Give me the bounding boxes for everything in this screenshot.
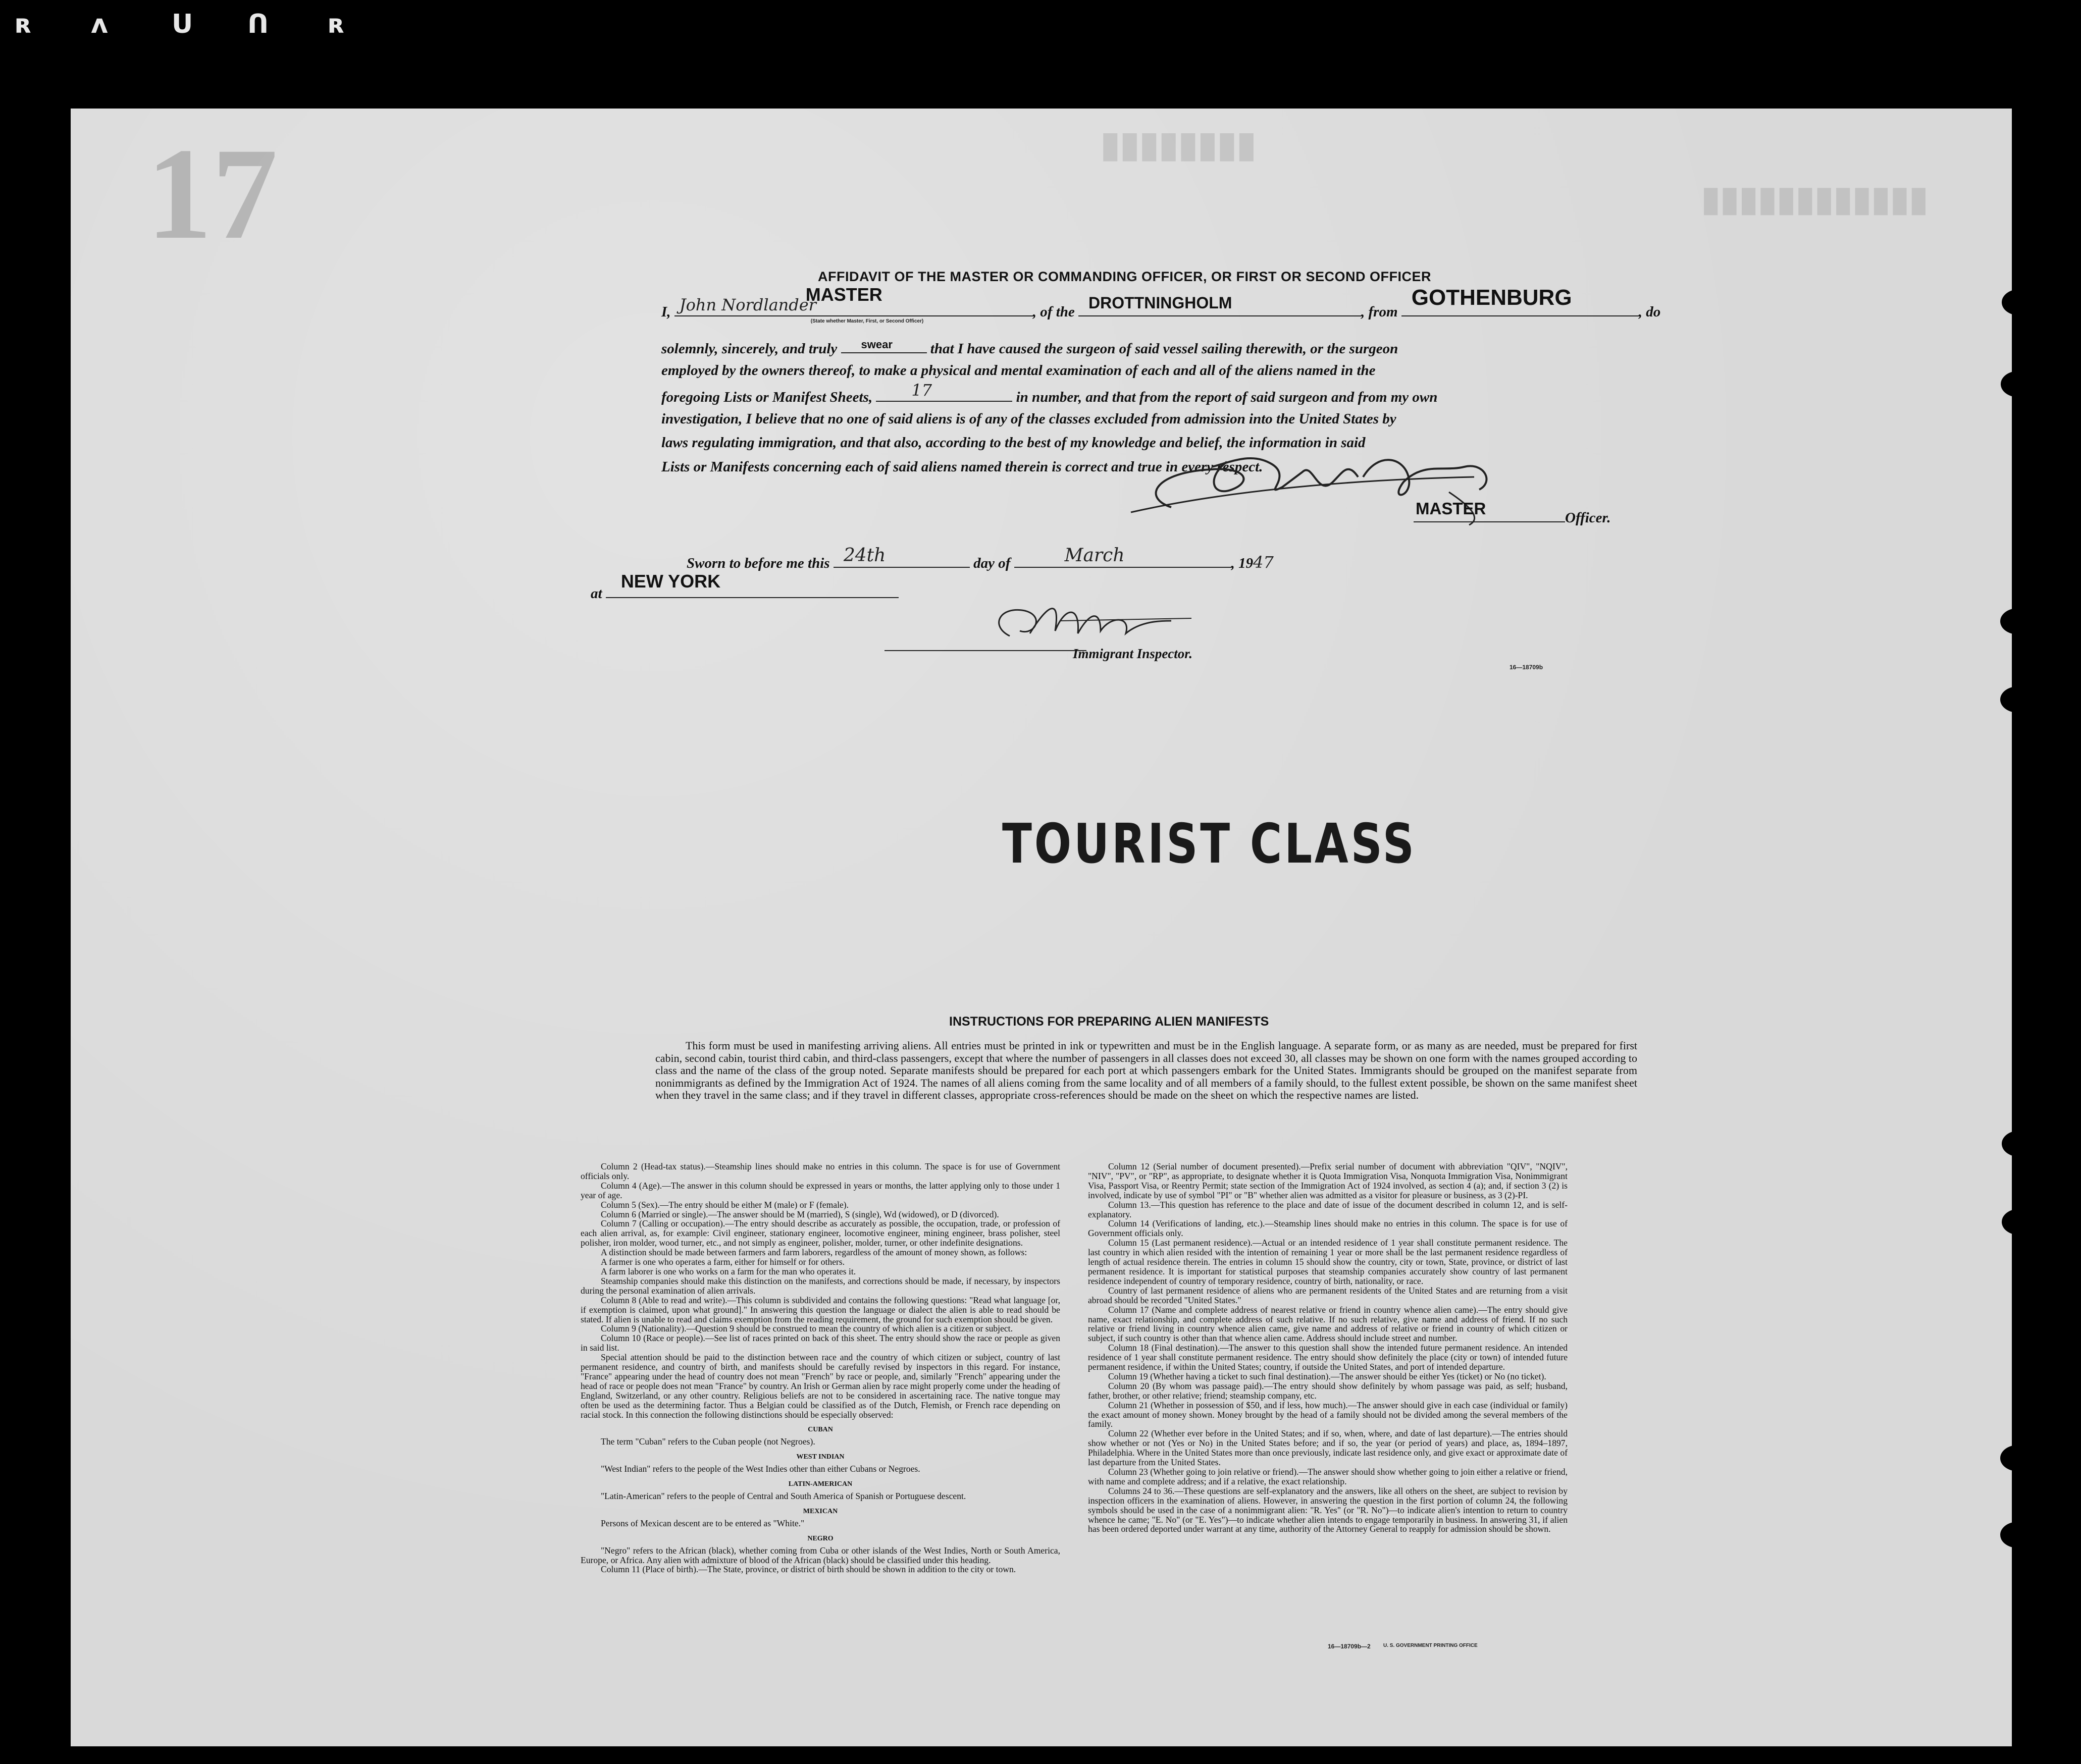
sheets-count: 17 [911,381,932,400]
footer-printer: U. S. GOVERNMENT PRINTING OFFICE [1383,1643,1478,1648]
instruction-paragraph: Column 11 (Place of birth).—The State, province, or district of birth should be shown in addition to the city or town. [601,1564,1016,1575]
mexican-definition: Persons of Mexican descent are to be entered as "White." [601,1518,805,1528]
instructions-title: INSTRUCTIONS FOR PREPARING ALIEN MANIFESTS [949,1014,1269,1029]
punch-hole [2001,371,2036,397]
corner-mark: ᑎ [247,9,269,39]
instruction-paragraph: Column 22 (Whether ever before in the United States; and if so, when, where, and date of last departure).—The entries should show whether or not (Yes or No) in the United States before; and if so, the year (or period of years) and place, as, 1894–1897, Philadelphia. Where in the United States more than once previously, indicate last residence only, and give exact or approximate date of last departure from the United States. [1088,1428,1568,1468]
officer-label: Officer. [1565,510,1611,526]
affidavit-line-6: laws regulating immigration, and that also, according to the best of my knowledge and belief, the information in said [661,435,1366,451]
punch-hole [2000,1445,2036,1471]
sheets-label: foregoing Lists or Manifest Sheets, [661,389,873,405]
latin-american-heading: LATIN-AMERICAN [788,1480,853,1488]
do-label: , do [1638,304,1661,320]
signer-rank: MASTER [1416,499,1486,518]
bleed-through-number: 17 [146,121,278,266]
rank-note: (State whether Master, First, or Second Officer) [810,318,924,324]
negro-heading: NEGRO [807,1534,834,1542]
instruction-paragraph: Column 18 (Final destination).—The answer to this question shall show the intended future permanent residence. An intended residence of 1 year shall constitute permanent residence. The entry should show definitely the place (city or town) of intended future permanent residence, if within the United States; country, if outside the United States, and port of intended departure. [1088,1343,1568,1372]
instruction-paragraph: Column 20 (By whom was passage paid).—The entry should show definitely by whom passage was paid, as self; husband, father, brother, or other relative; friend; steamship company, etc. [1088,1380,1568,1401]
officer-line [1414,499,1611,526]
cuban-heading: CUBAN [808,1426,833,1434]
inspector-line [885,636,1086,655]
affidavit-line-3: employed by the owners thereof, to make a physical and mental examination of each and all of the aliens named in the [661,362,1376,379]
place-line [591,571,899,602]
sworn-place: NEW YORK [620,571,721,592]
affidavit-line-1 [661,284,1661,324]
instructions-intro: This form must be used in manifesting arriving aliens. All entries must be printed in ink or typewritten and must be in the English language. A separate form, or as many as are needed, must be prepared for first cabin, second cabin, tourist third cabin, and third-class passengers, except that where the number of passengers in all classes does not exceed 30, all classes may be shown on one form with the names grouped according to class and the name of the class of the group noted. Separate manifests should be prepared for each port at which passengers embark for the United States. Immigrants should be grouped on the manifest separate from nonimmigrants as defined by the Immigration Act of 1924. The names of all aliens coming from the same locality and of all members of a family should, to the fullest extent possible, be shown on the same manifest sheet when they travel in the same class; and if they travel in different classes, appropriate cross-references should be made on the sheet on which the respective names are listed. [655,1039,1637,1101]
instruction-paragraph: Column 12 (Serial number of document presented).—Prefix serial number of document with abbreviation "QIV", "NQIV", "NIV", "PV", or "RP", as appropriate, to designate whether it is Quota Immigration Visa, Nonquota Immigration Visa, Nonimmigrant Visa, Passport Visa, or Reentry Permit; state section of the Immigration Act of 1924 involved, as section 4 (a); and, if section 3 (2) is involved, indicate by use of symbol "PI" or "B" whether alien was admitted as a visitor for pleasure or business, as 3 (2)-PI. [1088,1161,1568,1200]
bleed-through-header: ▮▮▮▮▮▮▮▮ [1101,126,1257,165]
sworn-day: 24th [843,545,886,566]
sworn-month: March [1064,545,1125,566]
solemnly-label: solemnly, sincerely, and truly [661,341,838,357]
bleed-through-header: ▮▮▮▮▮▮▮▮▮▮▮▮ [1701,180,1929,218]
instruction-paragraph: Column 2 (Head-tax status).—Steamship lines should make no entries in this column. The space is for use of Government officials only. [581,1161,1060,1181]
tourist-class-stamp: TOURIST CLASS [1002,813,1417,876]
form-code: 16—18709b [1510,664,1543,671]
instruction-paragraph: A distinction should be made between farmers and farm laborers, regardless of the amount of money shown, as follows: [601,1247,1027,1258]
sworn-year: 47 [1253,553,1274,572]
sworn-label: Sworn to before me this [687,555,830,571]
instruction-paragraph: Column 9 (Nationality).—Question 9 should be construed to mean the country of which alien is a citizen or subject. [601,1323,1013,1334]
instruction-paragraph: Steamship companies should make this distinction on the manifests, and corrections should be made, if necessary, by inspectors during the personal examination of alien arrivals. [581,1275,1060,1296]
punch-hole [2002,289,2037,315]
instruction-paragraph: A farmer is one who operates a farm, either for himself or for others. [601,1257,845,1267]
instruction-paragraph: Column 10 (Race or people).—See list of races printed on back of this sheet. The entry should show the race or people as given in said list. [581,1333,1060,1353]
cuban-definition: The term "Cuban" refers to the Cuban people (not Negroes). [601,1436,815,1447]
of-the-label: , of the [1032,304,1075,320]
instruction-paragraph: Column 15 (Last permanent residence).—Actual or an intended residence of 1 year shall constitute permanent residence. The last country in which alien resided with the intention of remaining 1 year or more shall be the last permanent residence regardless of length of actual residence therein. The entries in column 15 should show the country, city or town, State, province, or district of last permanent residence. It is important for statistical purposes that steamship companies accurately show country of last permanent residence independent of country of temporary residence, country of birth, nationality, or race. [1088,1238,1568,1286]
affidavit-line-7: Lists or Manifests concerning each of said aliens named therein is correct and true in every respect. [661,459,1263,475]
at-label: at [591,585,602,602]
instruction-paragraph: Special attention should be paid to the distinction between race and the country of which citizen or subject, country of last permanent residence, and country of birth, and manifests should be carefully revised by inspectors in this regard. For instance, "France" appearing under the head of country does not mean "French" by race or people, and, similarly "French" appearing under the head of race or people does not mean "France" by country. An Irish or German alien by race might properly come under the heading of England, Switzerland, or any other country. Religious beliefs are not to be considered in ascertaining race. The native tongue may often be used as the determining factor. Thus a Belgian could be classified as of the Dutch, Flemish, or French race depending on racial stock. In this connection the following distinctions should be especially observed: [581,1352,1060,1420]
line-2-rest: that I have caused the surgeon of said vessel sailing therewith, or the surgeon [930,341,1398,357]
corner-mark: ʀ [328,9,345,39]
instructions-right-column [1088,1162,1568,1534]
instruction-paragraph: Column 5 (Sex).—The entry should be either M (male) or F (female). [601,1199,849,1210]
mexican-heading: MEXICAN [803,1507,838,1515]
punch-hole [2000,608,2036,634]
punch-hole [2000,1522,2036,1548]
corner-mark: ᑌ [172,9,193,39]
instruction-paragraph: Column 14 (Verifications of landing, etc.).—Steamship lines should make no entries in this column. The space is for use of Government officials only. [1088,1218,1568,1239]
instruction-paragraph: Column 19 (Whether having a ticket to such final destination).—The answer should be either Yes (ticket) or No (no ticket). [1108,1371,1546,1381]
punch-hole [2002,1131,2037,1157]
from-label: , from [1361,304,1398,320]
instruction-paragraph: Column 4 (Age).—The answer in this column should be expressed in years or months, the latter applying only to those under 1 year of age. [581,1180,1060,1200]
inspector-label: Immigrant Inspector. [1073,646,1193,661]
instruction-paragraph: Country of last permanent residence of aliens who are permanent residents of the United States and are returning from a visit abroad should be recorded "United States." [1088,1285,1568,1305]
i-label: I, [661,304,671,320]
instruction-paragraph: Column 13.—This question has reference to the place and date of issue of the document described in column 12, and is self-explanatory. [1088,1199,1568,1219]
punch-hole [2000,686,2036,713]
swear-value: swear [861,338,893,351]
affidavit-line-2 [661,338,1398,357]
master-name: John Nordlander [679,295,816,314]
corner-mark: ʌ [91,9,108,39]
latin-american-definition: "Latin-American" refers to the people of Central and South America of Spanish or Portuguese descent. [601,1491,966,1501]
affidavit-line-4 [661,381,1438,406]
negro-definition: "Negro" refers to the African (black), whether coming from Cuba or other islands of the West Indies, North or South America, Europe, or Africa. Any alien with admixture of blood of the African (black) should be classified under this heading. [581,1545,1060,1565]
corner-mark: ʀ [15,9,32,39]
footer-form-code: 16—18709b—2 [1328,1643,1371,1650]
vessel-name: DROTTNINGHOLM [1088,294,1232,312]
line-4-rest: in number, and that from the report of said surgeon and from my own [1016,389,1438,405]
affidavit-title: AFFIDAVIT OF THE MASTER OR COMMANDING OFFICER, OR FIRST OR SECOND OFFICER [818,269,1431,284]
west-indian-heading: WEST INDIAN [796,1453,845,1461]
manifest-page [71,109,2012,1746]
punch-hole [2002,1209,2037,1235]
instruction-paragraph: Column 17 (Name and complete address of nearest relative or friend in country whence alien came).—The entry should give name, exact relationship, and complete address of such relative. If no such relative, give name and address of friend. If no such relative or friend living in country whence alien came, give name and address of relative or friend in country of which citizen or subject, if such country is other than that whence alien came. Address should include street and number. [1088,1304,1568,1344]
instruction-paragraph: Columns 24 to 36.—These questions are self-explanatory and the answers, like all others on the sheet, are subject to revision by inspection officers in the examination of aliens. However, in answering the question in the first portion of column 24, the following symbols should be used in the case of a nonimmigrant alien: "R. Yes" (or "R. No")—to indicate alien's intention to return to country whence he came; "E. No" (or "E. Yes")—to indicate whether alien intends to engage temporarily in business. In answering 31, if alien has been ordered deported under warrant at any time, authority of the Attorney General to reapply for admission should be shown. [1088,1485,1568,1534]
instruction-paragraph: Column 8 (Able to read and write).—This column is subdivided and contains the following questions: "Read what language [or, if exemption is claimed, upon what ground]." In answering this question the language or dialect the alien is able to read should be stated. If alien is unable to read and claims exemption from the reading requirement, the ground for such exemption should be given. [581,1295,1060,1324]
day-of-label: day of [973,555,1011,571]
affidavit-line-5: investigation, I believe that no one of said aliens is of any of the classes excluded from admission into the United States by [661,411,1396,427]
instruction-paragraph: Column 21 (Whether in possession of $50, and if less, how much).—The answer should give in each case (individual or family) the exact amount of money shown. Money brought by the head of a family should not be divided among the several members of the family. [1088,1400,1568,1429]
year-prefix: , 19 [1231,555,1254,571]
instruction-paragraph: A farm laborer is one who works on a farm for the man who operates it. [601,1266,856,1276]
instruction-paragraph: Column 7 (Calling or occupation).—The entry should describe as accurately as possible, the occupation, trade, or profession of each alien arrival, as, for example: Civil engineer, stationary engineer, locomotive engineer, mining engineer, brass polisher, steel polisher, iron molder, wood turner, etc., and not simply as engineer, polisher, molder, turner, or other indefinite designations. [581,1218,1060,1248]
instructions-left-column [581,1162,1060,1574]
rank-value: MASTER [805,284,882,305]
port-name: GOTHENBURG [1411,285,1572,310]
instruction-paragraph: Column 6 (Married or single).—The answer should be M (married), S (single), Wd (widowed), or D (divorced). [601,1209,999,1219]
sworn-line [687,545,1274,572]
west-indian-definition: "West Indian" refers to the people of the West Indies other than either Cubans or Negroes. [601,1464,920,1474]
instruction-paragraph: Column 23 (Whether going to join relative or friend).—The answer should show whether going to join either a relative or friend, with name and complete address; and if a relative, the exact relationship. [1088,1467,1568,1486]
